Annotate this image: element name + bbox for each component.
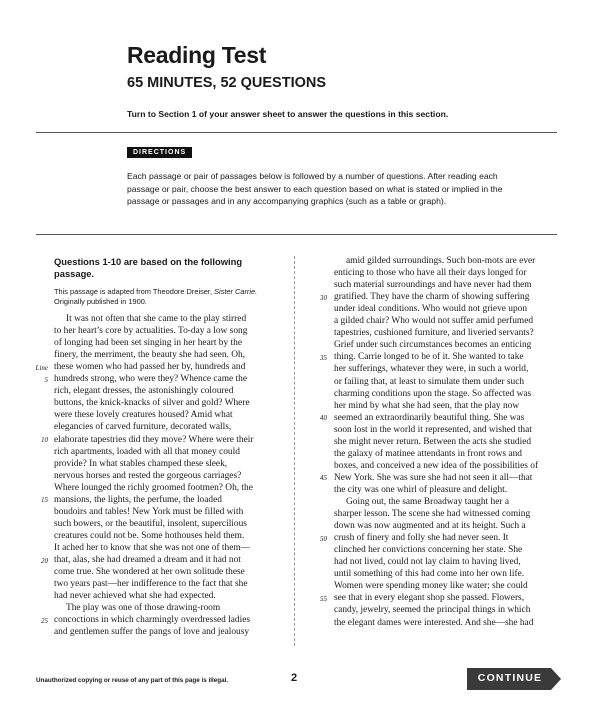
passage-line: the city was one whirl of pleasure and delight. <box>334 484 508 495</box>
passage-line: mansions, the lights, the perfume, the loaded <box>54 494 222 505</box>
passage-line: until something of this had come into her own life. <box>334 569 525 580</box>
passage-line: candy, jewelry, seemed the principal things in which <box>334 605 531 616</box>
passage-line: come true. She wondered at her own solitude these <box>54 567 245 578</box>
passage-source-note <box>54 287 284 307</box>
passage-line: such material surroundings and have never had them <box>334 280 532 291</box>
questions-heading-line: passage. <box>54 268 95 279</box>
passage-line: Women were spending money like water; she could <box>334 581 528 592</box>
passage-line: that, alas, she had dreamed a dream and it had not <box>54 555 241 565</box>
passage-line: The play was one of those drawing-room <box>66 603 221 614</box>
passage-line: down was now augmented and at its height. Such a <box>334 521 526 532</box>
passage-line: elegancies of carved furniture, decorated walls, <box>54 422 232 433</box>
line-number-marker: 5 <box>44 375 48 384</box>
passage-line: creatures could not be. Some hothouses held them. <box>54 530 245 541</box>
passage-line: her sufferings, whatever they were, in such a world, <box>334 364 529 375</box>
questions-heading <box>54 256 279 280</box>
passage-line: concoctions in which charmingly overdressed ladies <box>54 615 251 626</box>
line-number-marker: 10 <box>41 436 48 444</box>
passage-line: Grief under such circumstances becomes an enticing <box>334 340 532 351</box>
passage-line: thing. Carrie longed to be of it. She wanted to take <box>334 352 524 363</box>
line-number-marker: 30 <box>320 293 327 302</box>
section-instruction: Turn to Section 1 of your answer sheet to answer the questions in this section. <box>127 109 449 119</box>
line-number-marker: 40 <box>320 414 327 423</box>
passage-line: the galaxy of matinee attendants in front rows and <box>334 448 522 459</box>
passage-line: finery, the merriment, the beauty she had seen. Oh, <box>54 350 245 361</box>
questions-heading-line: Questions 1-10 are based on the following <box>54 256 243 267</box>
passage-line: see that in every elegant shop she passed. Flowers, <box>334 593 525 604</box>
passage-line: had not lived, could not lay claim to having lived, <box>334 557 521 568</box>
passage-line: were these lovely creatures housed? Amid what <box>54 410 233 421</box>
passage-line: gratified. They have the charm of showing suffering <box>334 292 530 303</box>
page-title: Reading Test <box>127 42 267 68</box>
passage-line: rich apartments, loaded with all that money could <box>54 446 240 457</box>
passage-line: boxes, and conceived a new idea of the possibilities of <box>334 460 539 471</box>
passage-line: sharper lesson. The scene she had witnessed coming <box>334 509 531 520</box>
line-number-marker: 15 <box>41 496 48 505</box>
passage-line: of longing had been set singing in her heart by the <box>54 338 242 349</box>
passage-line: rich, elegant dresses, the astonishingly coloured <box>54 386 234 397</box>
source-note-line: This passage is adapted from Theodore Dreiser, Sister Carrie. <box>54 287 258 296</box>
directions-label: DIRECTIONS <box>127 147 192 158</box>
passage-line: such bowers, or the beautiful, insolent, supercilious <box>54 518 247 529</box>
passage-line: boudoirs and tables! New York must be filled with <box>54 506 244 517</box>
page-number: 2 <box>291 672 298 684</box>
line-number-marker: 50 <box>320 534 327 543</box>
passage-line: charming conditions upon the stage. So affected was <box>334 388 532 399</box>
passage-line: It was not often that she came to the play stirred <box>66 314 247 324</box>
passage-line: nervous horses and rested the gorgeous carriages? <box>54 470 242 481</box>
passage-line: hundreds strong, who were they? Whence came the <box>54 374 247 385</box>
passage-line: enticing to those who have all their days longed for <box>334 268 527 279</box>
line-number-marker: 20 <box>41 556 48 565</box>
passage-line: crush of finery and folly she had never seen. It <box>334 533 509 544</box>
passage-line: clinched her convictions concerning her state. She <box>334 545 523 556</box>
passage-line: her mind by what she had seen, that the play now <box>334 400 520 411</box>
line-number-marker: 55 <box>320 594 327 603</box>
copyright-note: Unauthorized copying or reuse of any part of this page is illegal. <box>36 677 229 684</box>
passage-line: the elegant dames were interested. And she—she had <box>334 617 534 628</box>
passage-line: New York. She was sure she had not seen it all—that <box>334 472 533 483</box>
passage-line: provide? In what stables champed these sleek, <box>54 458 228 469</box>
line-number-marker: 25 <box>41 616 48 625</box>
directions-text: Each passage or pair of passages below is followed by a number of questions. After reading each passage or pair, choose the best answer to each question based on what is stated or implied in the passage or passages and in any accompanying graphics (such as a table or graph). <box>127 171 503 207</box>
passage-line: she might never return. Between the acts she studied <box>334 436 532 447</box>
passage-line: It ached her to know that she was not one of them— <box>54 542 251 553</box>
passage-line: Where lounged the richly groomed footmen? Oh, the <box>54 482 253 493</box>
passage-line: and gentlemen suffer the pangs of love and jealousy <box>54 627 250 638</box>
passage-line: amid gilded surroundings. Such bon-mots are ever <box>346 256 536 266</box>
passage-line: to her heart’s core by actualities. To-day a low song <box>54 326 248 337</box>
continue-button[interactable] <box>467 668 562 690</box>
source-note-line: Originally published in 1900. <box>54 297 147 306</box>
top-rule <box>36 132 557 133</box>
passage-line: two years past—her indifference to the fact that she <box>54 579 248 590</box>
passage-line: under ideal conditions. Who would not grieve upon <box>334 304 528 315</box>
passage-line: or failing that, at least to simulate them under such <box>334 376 525 387</box>
passage-line: Going out, the same Broadway taught her a <box>346 497 509 507</box>
line-number-marker: 35 <box>320 353 327 362</box>
line-number-marker: Line <box>35 363 48 372</box>
line-number-marker: 45 <box>320 474 327 483</box>
column-divider <box>294 256 295 646</box>
page-subtitle: 65 MINUTES, 52 QUESTIONS <box>127 75 327 91</box>
passage-line: soon lost in the world it represented, and wished that <box>334 424 532 435</box>
bottom-rule <box>36 234 557 235</box>
passage-line: seemed an extraordinarily beautiful thing. She was <box>334 412 525 423</box>
passage-line: buttons, the knick-knacks of silver and gold? Where <box>54 398 250 409</box>
continue-label: CONTINUE <box>477 672 543 684</box>
passage-line: these women who had passed her by, hundreds and <box>54 362 246 373</box>
passage-line: tapestries, cushioned furniture, and liveried servants? <box>334 328 534 339</box>
passage-line: elaborate tapestries did they move? Where were their <box>54 434 254 445</box>
passage-line: had never achieved what she had expected. <box>54 591 216 602</box>
passage-line: a gilded chair? Who would not suffer amid perfumed <box>334 316 534 327</box>
